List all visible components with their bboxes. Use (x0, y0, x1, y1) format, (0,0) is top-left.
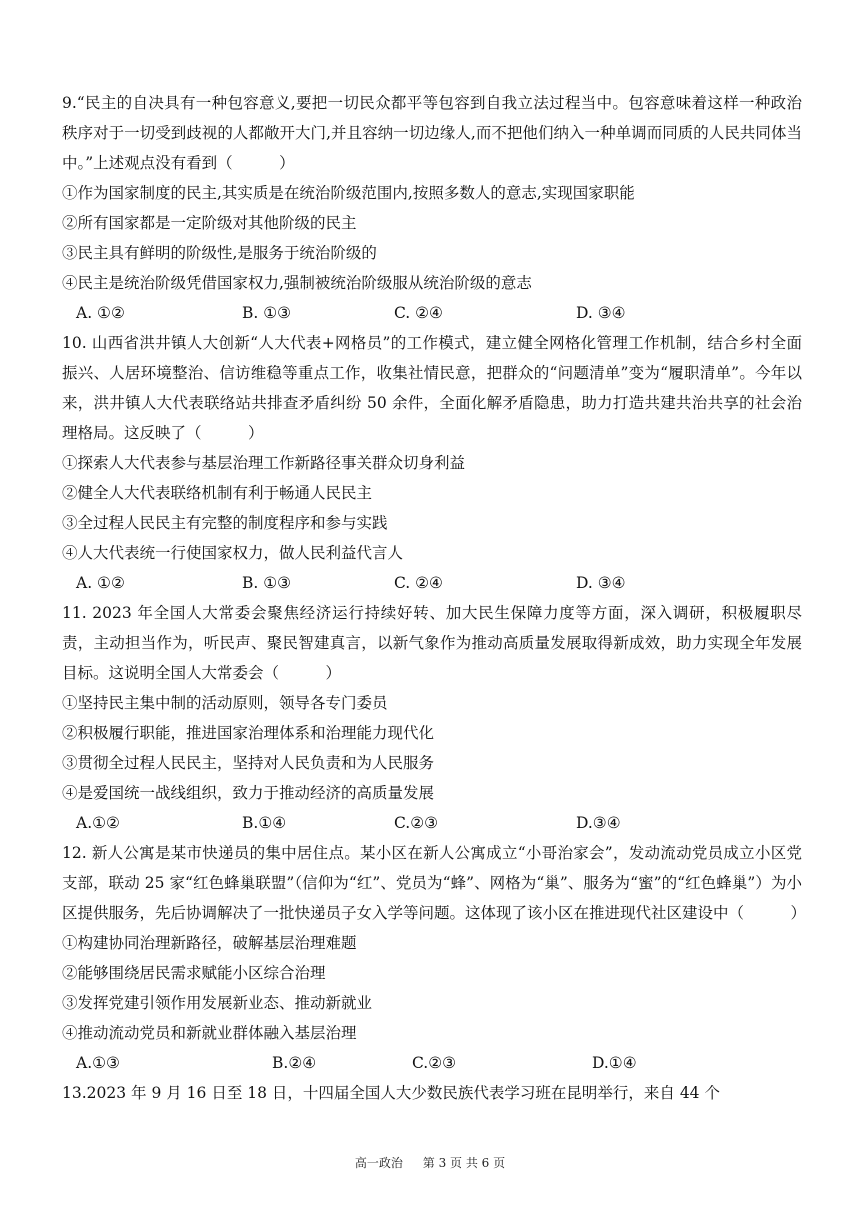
page-footer (0, 1154, 860, 1171)
option-1: ①探索人大代表参与基层治理工作新路径事关群众切身利益 (62, 454, 466, 472)
question-stem: 10. 山西省洪井镇人大创新“人大代表+网格员”的工作模式，建立健全网格化管理工作机制，结合乡村全面振兴、人居环境整治、信访维稳等重点工作，收集社情民意，把群众的“问题清单”变为“履职清单”。今年以来，洪井镇人大代表联络站共排查矛盾纠纷 50 余件，全面化解矛盾隐患，助力打造共建共治共享的社会治理格局。这反映了（ ） (62, 334, 802, 442)
choice-b: B.①④ (242, 814, 287, 832)
choice-a: A. ①② (76, 574, 125, 592)
answer-choices (62, 808, 802, 838)
option-4: ④民主是统治阶级凭借国家权力,强制被统治阶级服从统治阶级的意志 (62, 274, 532, 292)
question-12 (62, 838, 807, 1078)
choice-a: A. ①② (76, 304, 125, 322)
option-3: ③全过程人民民主有完整的制度程序和参与实践 (62, 514, 388, 532)
option-4: ④是爱国统一战线组织，致力于推动经济的高质量发展 (62, 784, 435, 802)
option-2: ②所有国家都是一定阶级对其他阶级的民主 (62, 214, 357, 232)
option-4: ④推动流动党员和新就业群体融入基层治理 (62, 1024, 357, 1042)
question-9 (62, 88, 802, 328)
choice-b: B. ①③ (242, 304, 292, 322)
option-2: ②健全人大代表联络机制有利于畅通人民民主 (62, 484, 373, 502)
question-10 (62, 328, 802, 598)
choice-d: D. ③④ (576, 304, 626, 322)
option-1: ①坚持民主集中制的活动原则，领导各专门委员 (62, 694, 388, 712)
option-2: ②能够围绕居民需求赋能小区综合治理 (62, 964, 326, 982)
choice-d: D. ③④ (576, 574, 626, 592)
choice-c: C. ②④ (394, 304, 443, 322)
choice-c: C.②③ (412, 1054, 457, 1072)
option-2: ②积极履行职能，推进国家治理体系和治理能力现代化 (62, 724, 435, 742)
option-1: ①作为国家制度的民主,其实质是在统治阶级范围内,按照多数人的意志,实现国家职能 (62, 184, 635, 202)
question-11 (62, 598, 802, 838)
footer-subject: 高一政治 (354, 1156, 403, 1170)
option-1: ①构建协同治理新路径，破解基层治理难题 (62, 934, 357, 952)
choice-a: A.①② (76, 814, 120, 832)
footer-page-number: 第 3 页 共 6 页 (422, 1156, 506, 1170)
answer-choices (62, 1048, 802, 1078)
option-3: ③贯彻全过程人民民主，坚持对人民负责和为人民服务 (62, 754, 435, 772)
choice-a: A.①③ (76, 1054, 120, 1072)
question-13 (62, 1078, 802, 1108)
answer-choices (62, 568, 802, 598)
option-3: ③民主具有鲜明的阶级性,是服务于统治阶级的 (62, 244, 377, 262)
question-stem: 11. 2023 年全国人大常委会聚焦经济运行持续好转、加大民生保障力度等方面，深入调研，积极履职尽责，主动担当作为，听民声、聚民智建真言，以新气象作为推动高质量发展取得新成效，助力实现全年发展目标。这说明全国人大常委会（ ） (62, 604, 802, 682)
option-4: ④人大代表统一行使国家权力，做人民利益代言人 (62, 544, 404, 562)
choice-d: D.③④ (576, 814, 621, 832)
choice-d: D.①④ (592, 1054, 637, 1072)
choice-b: B.②④ (272, 1054, 317, 1072)
option-3: ③发挥党建引领作用发展新业态、推动新就业 (62, 994, 373, 1012)
exam-page (62, 88, 807, 1108)
question-stem: 12. 新人公寓是某市快递员的集中居住点。某小区在新人公寓成立“小哥治家会”，发动流动党员成立小区党支部，联动 25 家“红色蜂巢联盟”（信仰为“红”、党员为“蜂”、网格为“巢”、服务为“蜜”的“红色蜂巢”）为小区提供服务，先后协调解决了一批快递员子女入学等问题。这体现了该小区在推进现代社区建设中（ ） (62, 844, 807, 922)
answer-choices (62, 298, 802, 328)
choice-c: C.②③ (394, 814, 439, 832)
choice-c: C. ②④ (394, 574, 443, 592)
question-stem: 9.“民主的自决具有一种包容意义,要把一切民众都平等包容到自我立法过程当中。包容意味着这样一种政治秩序对于一切受到歧视的人都敞开大门,并且容纳一切边缘人,而不把他们纳入一种单调而同质的人民共同体当中。”上述观点没有看到（ ） (62, 94, 802, 172)
choice-b: B. ①③ (242, 574, 292, 592)
question-stem: 13.2023 年 9 月 16 日至 18 日，十四届全国人大少数民族代表学习班在昆明举行，来自 44 个 (62, 1084, 720, 1102)
